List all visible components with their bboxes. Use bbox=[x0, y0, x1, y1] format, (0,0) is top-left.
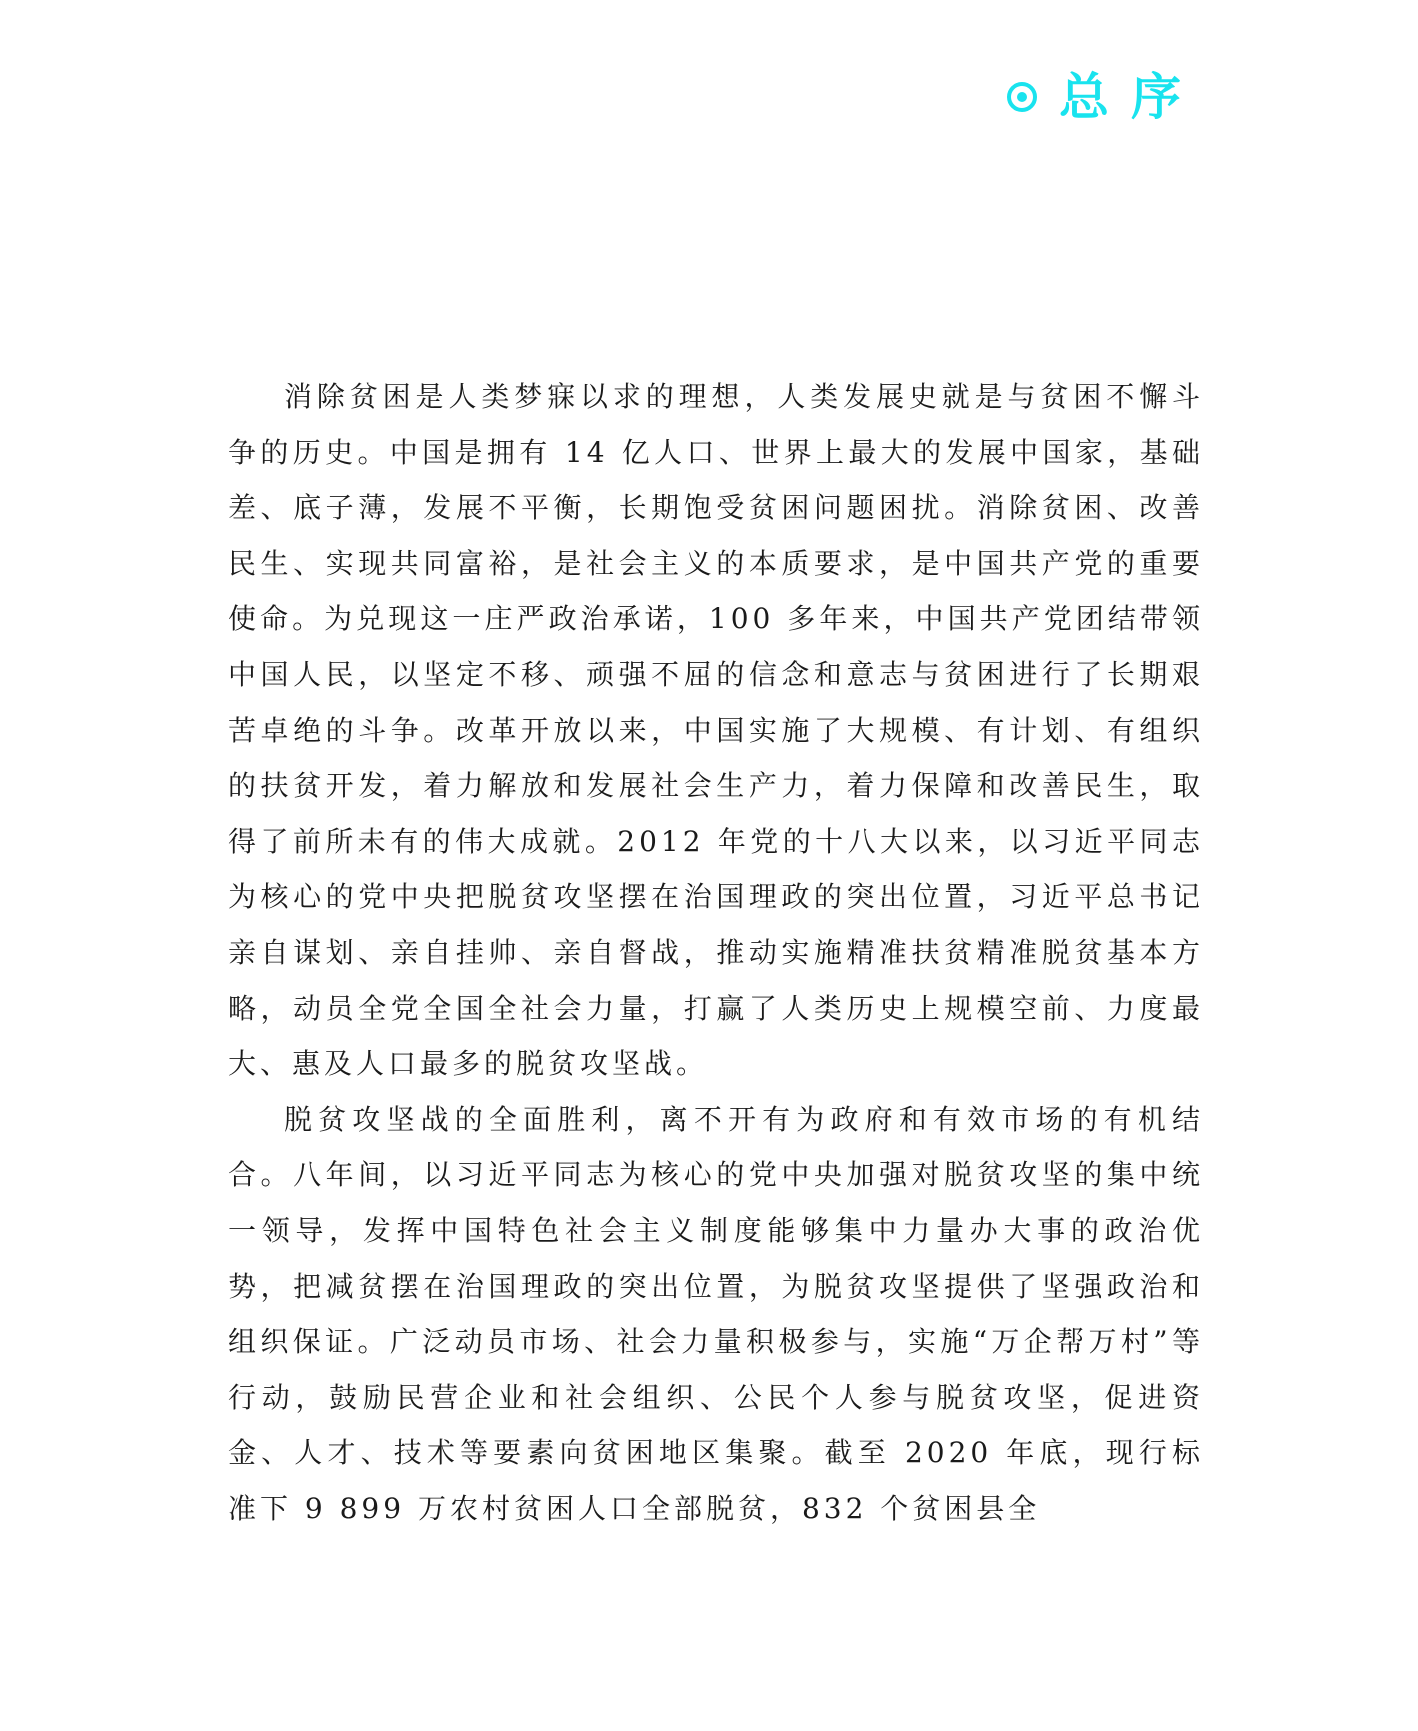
section-heading bbox=[1007, 62, 1203, 132]
paragraph-1: 消除贫困是人类梦寐以求的理想，人类发展史就是与贫困不懈斗争的历史。中国是拥有 14 亿人口、世界上最大的发展中国家，基础差、底子薄，发展不平衡，长期饱受贫困问题困扰。消除贫困、改善民生、实现共同富裕，是社会主义的本质要求，是中国共产党的重要使命。为兑现这一庄严政治承诺，100 多年来，中国共产党团结带领中国人民，以坚定不移、顽强不屈的信念和意志与贫困进行了长期艰苦卓绝的斗争。改革开放以来，中国实施了大规模、有计划、有组织的扶贫开发，着力解放和发展社会生产力，着力保障和改善民生，取得了前所未有的伟大成就。2012 年党的十八大以来，以习近平同志为核心的党中央把脱贫攻坚摆在治国理政的突出位置，习近平总书记亲自谋划、亲自挂帅、亲自督战，推动实施精准扶贫精准脱贫基本方略，动员全党全国全社会力量，打赢了人类历史上规模空前、力度最大、惠及人口最多的脱贫攻坚战。 bbox=[228, 380, 1204, 1081]
section-title: 总序 bbox=[1059, 68, 1203, 126]
paragraph-2: 脱贫攻坚战的全面胜利，离不开有为政府和有效市场的有机结合。八年间，以习近平同志为核心的党中央加强对脱贫攻坚的集中统一领导，发挥中国特色社会主义制度能够集中力量办大事的政治优势，把减贫摆在治国理政的突出位置，为脱贫攻坚提供了坚强政治和组织保证。广泛动员市场、社会力量积极参与，实施“万企帮万村”等行动，鼓励民营企业和社会组织、公民个人参与脱贫攻坚，促进资金、人才、技术等要素向贫困地区集聚。截至 2020 年底，现行标准下 9 899 万农村贫困人口全部脱贫，832 个贫困县全 bbox=[228, 1102, 1204, 1525]
bullseye-icon bbox=[1007, 82, 1037, 112]
body-text bbox=[228, 369, 1204, 1536]
